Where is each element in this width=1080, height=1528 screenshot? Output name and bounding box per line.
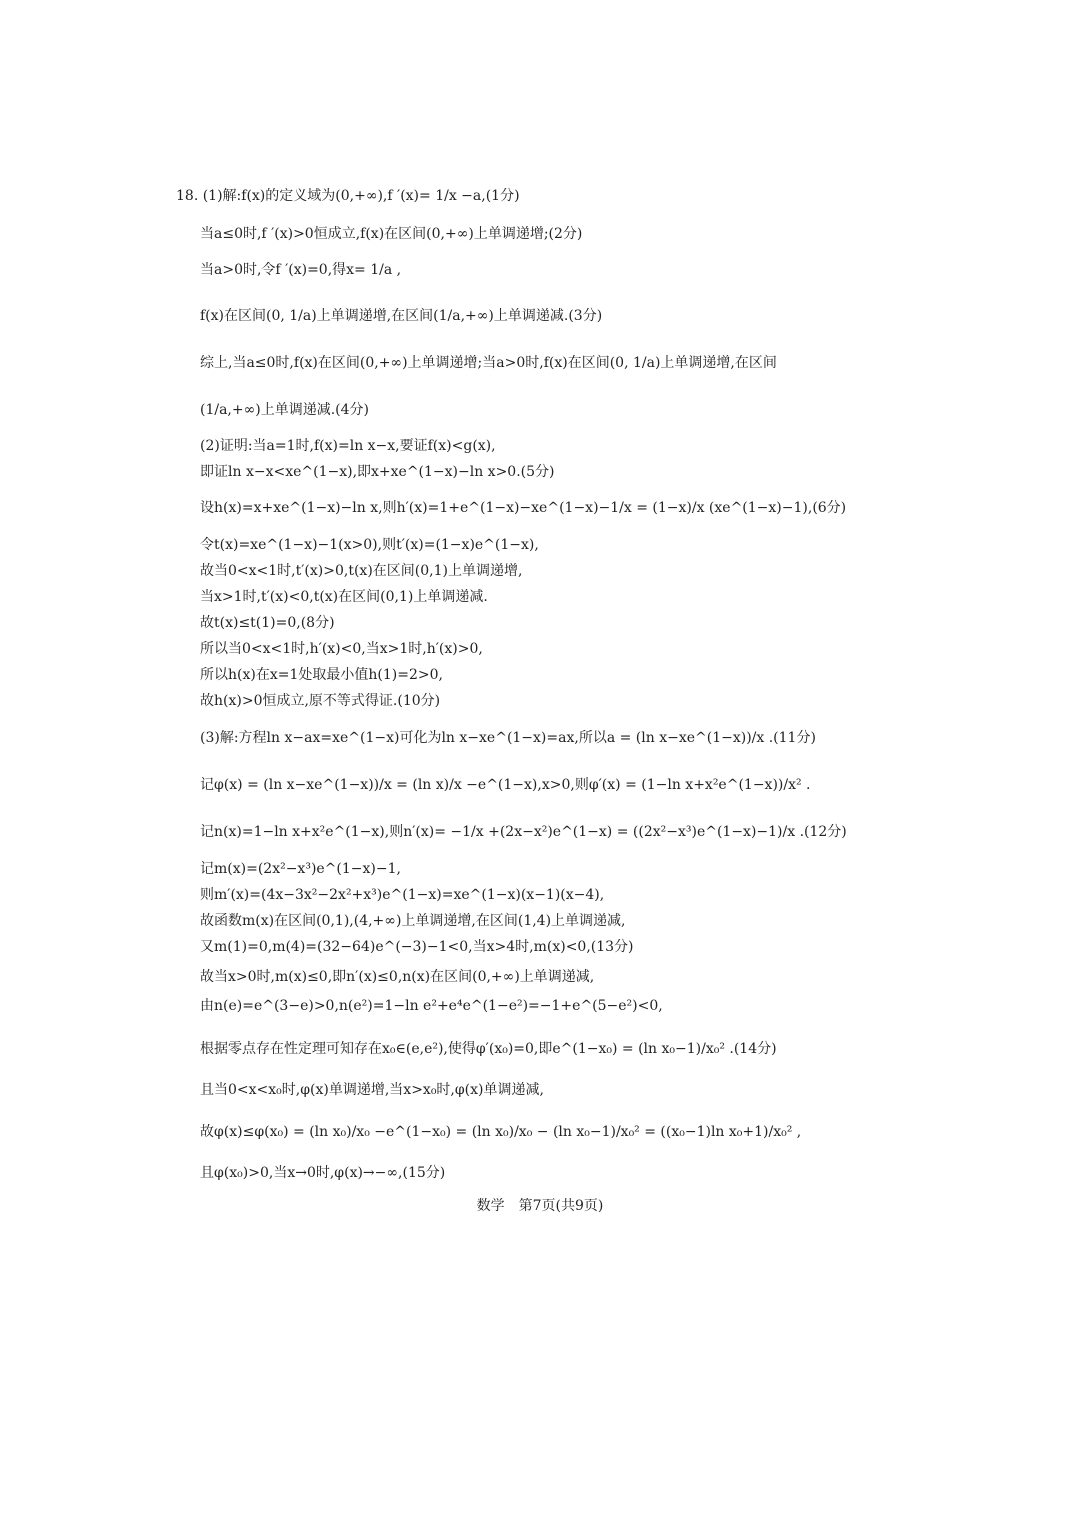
- text-line: 故t(x)≤t(1)=0,(8分): [200, 615, 335, 631]
- text-line: (2)证明:当a=1时,f(x)=ln x−x,要证f(x)<g(x),: [200, 438, 496, 454]
- text-line: 18. (1)解:f(x)的定义域为(0,+∞),f ′(x)= 1/x −a,(1分): [176, 188, 520, 204]
- text-line: 又m(1)=0,m(4)=(32−64)e^(−3)−1<0,当x>4时,m(x)<0,(13分): [200, 939, 634, 955]
- text-line: 当a≤0时,f ′(x)>0恒成立,f(x)在区间(0,+∞)上单调递增;(2分): [200, 226, 583, 242]
- page-footer: 数学 第7页(共9页): [476, 1198, 604, 1214]
- text-line: 则m′(x)=(4x−3x²−2x²+x³)e^(1−x)=xe^(1−x)(x−1)(x−4),: [200, 887, 605, 903]
- text-line: 即证ln x−x<xe^(1−x),即x+xe^(1−x)−ln x>0.(5分): [200, 464, 555, 480]
- text-line: 记φ(x) = (ln x−xe^(1−x))/x = (ln x)/x −e^(1−x),x>0,则φ′(x) = (1−ln x+x²e^(1−x))/x² .: [200, 777, 811, 793]
- text-line: 设h(x)=x+xe^(1−x)−ln x,则h′(x)=1+e^(1−x)−xe^(1−x)−1/x = (1−x)/x (xe^(1−x)−1),(6分): [200, 500, 847, 516]
- text-line: 当a>0时,令f ′(x)=0,得x= 1/a ,: [200, 262, 402, 278]
- text-line: 记m(x)=(2x²−x³)e^(1−x)−1,: [200, 861, 401, 877]
- text-line: 故函数m(x)在区间(0,1),(4,+∞)上单调递增,在区间(1,4)上单调递减,: [200, 913, 626, 929]
- text-line: 综上,当a≤0时,f(x)在区间(0,+∞)上单调递增;当a>0时,f(x)在区间(0, 1/a)上单调递增,在区间: [200, 355, 777, 371]
- text-line: 当x>1时,t′(x)<0,t(x)在区间(0,1)上单调递减.: [200, 589, 488, 605]
- text-line: 所以h(x)在x=1处取最小值h(1)=2>0,: [200, 667, 443, 683]
- text-line: 所以当0<x<1时,h′(x)<0,当x>1时,h′(x)>0,: [200, 641, 483, 657]
- text-line: 故当x>0时,m(x)≤0,即n′(x)≤0,n(x)在区间(0,+∞)上单调递减,: [200, 969, 595, 985]
- text-line: 记n(x)=1−ln x+x²e^(1−x),则n′(x)= −1/x +(2x−x²)e^(1−x) = ((2x²−x³)e^(1−x)−1)/x .(12分): [200, 824, 847, 840]
- text-line: 且当0<x<x₀时,φ(x)单调递增,当x>x₀时,φ(x)单调递减,: [200, 1082, 544, 1098]
- text-line: f(x)在区间(0, 1/a)上单调递增,在区间(1/a,+∞)上单调递减.(3分): [200, 308, 603, 324]
- text-line: (3)解:方程ln x−ax=xe^(1−x)可化为ln x−xe^(1−x)=ax,所以a = (ln x−xe^(1−x))/x .(11分): [200, 730, 816, 746]
- text-line: (1/a,+∞)上单调递减.(4分): [200, 402, 370, 418]
- text-line: 且φ(x₀)>0,当x→0时,φ(x)→−∞,(15分): [200, 1165, 446, 1181]
- text-line: 根据零点存在性定理可知存在x₀∈(e,e²),使得φ′(x₀)=0,即e^(1−x₀) = (ln x₀−1)/x₀² .(14分): [200, 1041, 777, 1057]
- text-line: 故φ(x)≤φ(x₀) = (ln x₀)/x₀ −e^(1−x₀) = (ln x₀)/x₀ − (ln x₀−1)/x₀² = ((x₀−1)ln x₀+1)/x₀² ,: [200, 1124, 802, 1140]
- text-line: 故当0<x<1时,t′(x)>0,t(x)在区间(0,1)上单调递增,: [200, 563, 523, 579]
- text-line: 令t(x)=xe^(1−x)−1(x>0),则t′(x)=(1−x)e^(1−x),: [200, 537, 539, 553]
- text-line: 故h(x)>0恒成立,原不等式得证.(10分): [200, 693, 441, 709]
- text-line: 由n(e)=e^(3−e)>0,n(e²)=1−ln e²+e⁴e^(1−e²)=−1+e^(5−e²)<0,: [200, 998, 663, 1014]
